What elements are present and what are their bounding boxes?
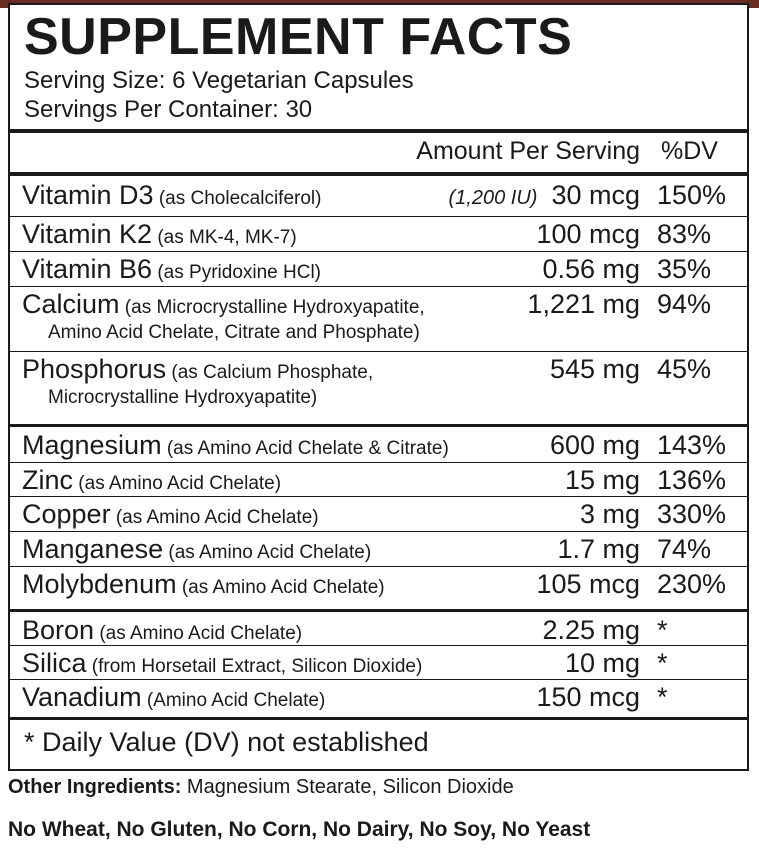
nutrient-dv: 35% (657, 254, 712, 284)
header-dv: %DV (661, 137, 718, 165)
nutrient-dv: 74% (657, 534, 712, 564)
nutrient-dv: * (657, 615, 668, 645)
nutrient-source: (as Amino Acid Chelate) (73, 473, 282, 494)
nutrient-amount-value: 10 mg (564, 648, 640, 678)
nutrient-name: Magnesium (22, 430, 162, 460)
nutrient-name: Molybdenum (22, 569, 177, 599)
nutrient-amount (542, 613, 640, 647)
nutrient-name: Phosphorus (22, 354, 167, 384)
nutrient-row (10, 613, 747, 645)
nutrient-row (10, 646, 747, 679)
nutrient-amount (536, 567, 640, 601)
nutrient-amount (536, 217, 640, 251)
nutrient-amount (550, 428, 640, 462)
nutrient-row (10, 680, 747, 717)
nutrient-source: (Amino Acid Chelate) (141, 690, 326, 711)
nutrient-dv: 230% (657, 569, 727, 599)
nutrient-name: Silica (22, 648, 87, 678)
nutrient-iu: (1,200 IU) (448, 187, 538, 209)
nutrient-row (10, 287, 747, 351)
serving-size: Serving Size: 6 Vegetarian Capsules (24, 67, 414, 94)
nutrient-row (10, 352, 747, 424)
nutrient-amount (557, 532, 640, 566)
other-ingredients (8, 776, 514, 799)
nutrient-row (10, 428, 747, 462)
allergen-free-statement: No Wheat, No Gluten, No Corn, No Dairy, No Soy, No Yeast (8, 818, 591, 841)
nutrient-dv: * (657, 682, 668, 712)
nutrient-source: (as Amino Acid Chelate) (163, 542, 372, 563)
nutrient-row (10, 252, 747, 286)
thick-divider (10, 172, 747, 176)
nutrient-dv: 83% (657, 219, 712, 249)
nutrient-source: (as Cholecalciferol) (153, 188, 322, 209)
nutrient-name: Vitamin K2 (22, 219, 153, 249)
nutrient-amount (565, 463, 640, 497)
nutrient-dv: 150% (657, 180, 727, 210)
row-divider (10, 424, 747, 427)
nutrient-name: Vitamin B6 (22, 254, 153, 284)
nutrient-amount-value: 545 mg (549, 354, 640, 384)
nutrient-source: (as Amino Acid Chelate) (94, 623, 303, 644)
nutrient-dv: 330% (657, 499, 727, 529)
nutrient-dv: 94% (657, 289, 712, 319)
nutrient-row (10, 217, 747, 251)
nutrient-name-line (22, 567, 385, 606)
nutrient-amount-value: 600 mg (549, 430, 640, 460)
nutrient-source-continued: Amino Acid Chelate, Citrate and Phosphate) (48, 322, 420, 343)
nutrient-amount-value: 1,221 mg (527, 289, 640, 319)
nutrient-name: Calcium (22, 289, 120, 319)
nutrient-name-line (22, 178, 321, 217)
nutrient-amount-value: 100 mcg (536, 219, 640, 249)
other-ingredients-value: Magnesium Stearate, Silicon Dioxide (181, 776, 514, 798)
nutrient-name: Manganese (22, 534, 164, 564)
nutrient-source: (as Pyridoxine HCl) (152, 262, 322, 283)
panel-title: SUPPLEMENT FACTS (24, 8, 573, 66)
nutrient-row (10, 532, 747, 566)
nutrient-dv: * (657, 648, 668, 678)
nutrient-source: (as Amino Acid Chelate) (176, 577, 385, 598)
nutrient-name: Copper (22, 499, 111, 529)
servings-per-container: Servings Per Container: 30 (24, 96, 313, 123)
nutrient-name-line (22, 680, 325, 719)
supplement-facts-panel (8, 3, 749, 771)
daily-value-footnote: * Daily Value (DV) not established (24, 727, 429, 757)
nutrient-row (10, 178, 747, 216)
nutrient-amount (550, 352, 640, 386)
nutrient-name: Vitamin D3 (22, 180, 154, 210)
nutrient-amount (536, 680, 640, 714)
nutrient-amount-value: 30 mcg (551, 180, 640, 210)
nutrient-source: (as Amino Acid Chelate) (110, 507, 319, 528)
nutrient-amount-value: 105 mcg (536, 569, 640, 599)
nutrient-source: (from Horsetail Extract, Silicon Dioxide) (86, 656, 423, 677)
nutrient-source-continued: Microcrystalline Hydroxyapatite) (48, 387, 318, 408)
nutrient-amount-value: 1.7 mg (557, 534, 640, 564)
nutrient-amount (580, 497, 640, 531)
nutrient-source: (as MK-4, MK-7) (152, 227, 297, 248)
nutrient-source: (as Microcrystalline Hydroxyapatite, (119, 297, 425, 318)
nutrient-amount (542, 252, 640, 286)
nutrient-name: Boron (22, 615, 95, 645)
nutrient-name: Vanadium (22, 682, 142, 712)
nutrient-amount-value: 150 mcg (536, 682, 640, 712)
nutrient-amount (565, 646, 640, 680)
other-ingredients-label: Other Ingredients: (8, 776, 182, 798)
row-divider (10, 609, 747, 612)
nutrient-amount-value: 2.25 mg (542, 615, 640, 645)
nutrient-dv: 136% (657, 465, 727, 495)
thick-divider (10, 717, 747, 720)
nutrient-dv: 45% (657, 354, 712, 384)
header-amount-per-serving: Amount Per Serving (416, 137, 640, 165)
nutrient-amount-value: 3 mg (579, 499, 640, 529)
nutrient-dv: 143% (657, 430, 727, 460)
nutrient-name: Zinc (22, 465, 74, 495)
nutrient-row (10, 463, 747, 496)
nutrient-amount (449, 178, 640, 215)
nutrient-source: (as Amino Acid Chelate & Citrate) (161, 438, 449, 459)
nutrient-source: (as Calcium Phosphate, (166, 362, 374, 383)
nutrient-amount-value: 15 mg (564, 465, 640, 495)
nutrient-amount (527, 287, 640, 321)
nutrient-amount-value: 0.56 mg (542, 254, 640, 284)
thick-divider (10, 129, 747, 133)
nutrient-row (10, 567, 747, 609)
nutrient-row (10, 497, 747, 531)
